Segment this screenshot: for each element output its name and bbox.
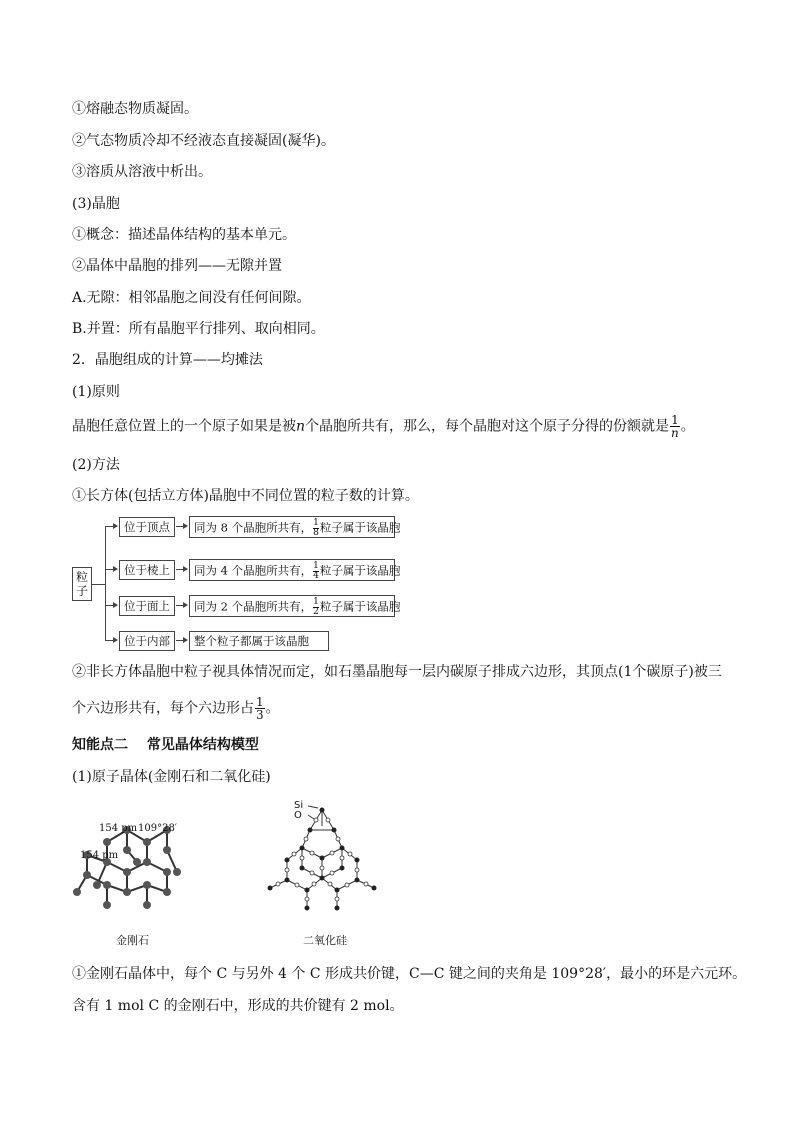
pos-vertex: 位于顶点 (119, 517, 175, 537)
sio2-caption: 二氧化硅 (303, 934, 347, 947)
line-parallel: B.并置：所有晶胞平行排列、取向相同。 (72, 321, 325, 337)
sio2-structure-figure (262, 800, 382, 915)
line-melt: ①熔融态物质凝固。 (72, 101, 198, 117)
line-no-gap: A.无隙：相邻晶胞之间没有任何间隙。 (72, 290, 311, 306)
sio2-si-label: Si (294, 800, 304, 811)
fraction-1-3: $\frac{1}{3}$ (256, 695, 264, 722)
heading-atomic-crystal: (1)原子晶体(金刚石和二氧化硅) (72, 769, 271, 785)
diamond-bond-length-label: 154 pm (99, 823, 138, 834)
line-non-cuboid: ②非长方体晶胞中粒子视具体情况而定，如石墨晶胞每一层内碳原子排成六边形，其顶点(1个碳原子)被三 (72, 664, 722, 680)
line-diamond-bonds: ①金刚石晶体中，每个 C 与另外 4 个 C 形成共价键，C—C 键之间的夹角是 109°28′，最小的环是六元环。 (72, 966, 747, 982)
particle-position-diagram (72, 515, 402, 653)
pos-interior: 位于内部 (119, 631, 175, 651)
heading-principle: (1)原则 (72, 384, 120, 400)
diamond-caption: 金刚石 (116, 934, 149, 947)
line-sublimation: ②气态物质冷却不经液态直接凝固(凝华)。 (72, 133, 335, 149)
heading-unit-cell: (3)晶胞 (72, 196, 120, 212)
line-hexagon: 个六边形共有，每个六边形占 $\frac{1}{3}$ 。 (72, 695, 280, 722)
line-concept: ①概念：描述晶体结构的基本单元。 (72, 227, 296, 243)
desc-edge: 同为 4 个晶胞所共有， $\frac{1}{4}$ 粒子属于该晶胞 (189, 559, 395, 581)
pos-face: 位于面上 (119, 596, 175, 616)
line-cuboid: ①长方体(包括立方体)晶胞中不同位置的粒子数的计算。 (72, 488, 419, 504)
var-n: n (296, 418, 306, 435)
diamond-bond-length-label-2: 154 pm (80, 850, 119, 861)
heading-calc: 2．晶胞组成的计算——均摊法 (72, 352, 263, 368)
desc-interior: 整个粒子都属于该晶胞 (189, 631, 329, 651)
sio2-o-label: O (294, 810, 302, 821)
heading-method: (2)方法 (72, 457, 120, 473)
section-title-models: 知能点二 常见晶体结构模型 (72, 737, 259, 753)
desc-face: 同为 2 个晶胞所共有， $\frac{1}{2}$ 粒子属于该晶胞 (189, 595, 395, 617)
desc-vertex: 同为 8 个晶胞所共有， $\frac{1}{8}$ 粒子属于该晶胞 (189, 516, 395, 538)
line-solute: ③溶质从溶液中析出。 (72, 164, 212, 180)
diamond-angle-label: 109°28′ (138, 823, 178, 834)
line-diamond-mol: 含有 1 mol C 的金刚石中，形成的共价键有 2 mol。 (72, 998, 404, 1014)
line-arrangement: ②晶体中晶胞的排列——无隙并置 (72, 258, 282, 274)
pos-edge: 位于棱上 (119, 560, 175, 580)
fraction-1-n: $\frac{1}{n}$ (671, 413, 679, 440)
line-principle-text: 晶胞任意位置上的一个原子如果是被n个晶胞所共有，那么，每个晶胞对这个原子分得的份额就是 $\frac{1}{n}$ 。 (72, 413, 695, 440)
particle-box: 粒子 (72, 567, 92, 601)
